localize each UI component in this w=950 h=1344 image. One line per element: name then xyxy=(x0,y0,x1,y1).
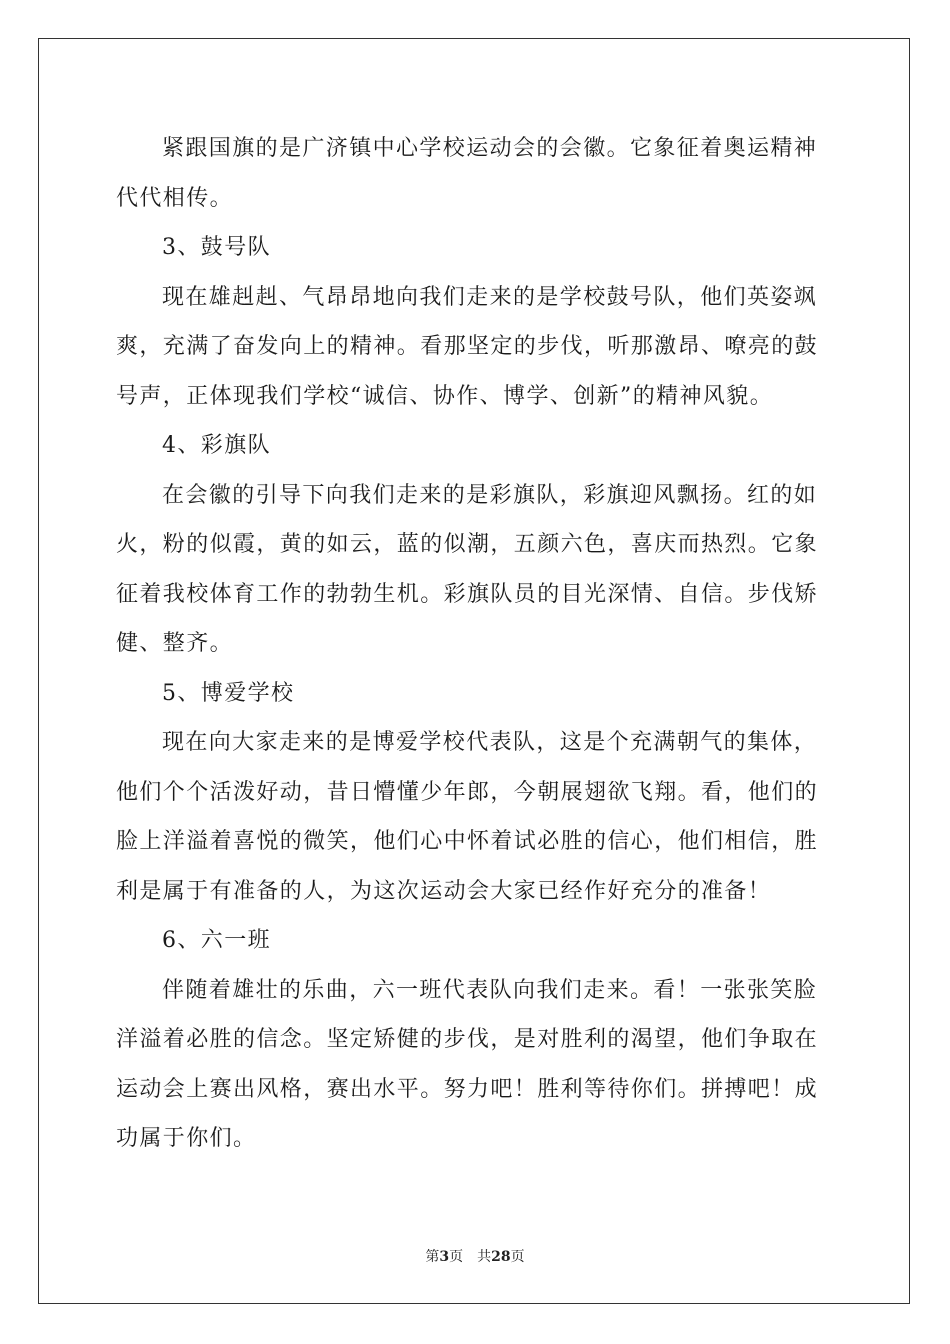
total-suffix: 页 xyxy=(510,1249,525,1265)
total-pages: 28 xyxy=(491,1249,511,1265)
page-suffix: 页 xyxy=(449,1249,464,1265)
body-text-line: 征着我校体育工作的勃勃生机。彩旗队员的目光深情、自信。步伐矫 xyxy=(116,581,819,607)
page-number: 3 xyxy=(439,1249,450,1265)
body-text-line: 现在向大家走来的是博爱学校代表队，这是个充满朝气的集体， xyxy=(162,730,818,755)
body-text-line: 号声，正体现我们学校“诚信、协作、博学、创新”的精神风貌。 xyxy=(116,383,774,409)
body-text-line: 火，粉的似霞，黄的如云，蓝的似潮，五颜六色，喜庆而热烈。它象 xyxy=(116,532,819,557)
body-text-line: 现在雄赳赳、气昂昂地向我们走来的是学校鼓号队，他们英姿飒 xyxy=(162,284,818,310)
body-text-line: 利是属于有准备的人，为这次运动会大家已经作好充分的准备！ xyxy=(116,878,772,904)
body-text-line: 代代相传。 xyxy=(116,185,234,211)
page-prefix: 第 xyxy=(425,1249,440,1265)
page-footer xyxy=(0,1246,950,1266)
body-text-line: 运动会上赛出风格，赛出水平。努力吧！胜利等待你们。拼搏吧！成 xyxy=(116,1076,819,1102)
body-text-line: 在会徽的引导下向我们走来的是彩旗队，彩旗迎风飘扬。红的如 xyxy=(162,482,818,508)
document-body xyxy=(116,124,836,1164)
body-text-line: 脸上洋溢着喜悦的微笑，他们心中怀着试必胜的信心，他们相信，胜 xyxy=(116,829,819,854)
section-heading: 4、彩旗队 xyxy=(162,433,271,458)
total-prefix: 共 xyxy=(477,1249,492,1265)
body-text-line: 他们个个活泼好动，昔日懵懂少年郎，今朝展翅欲飞翔。看，他们的 xyxy=(116,779,819,805)
body-text-line: 紧跟国旗的是广济镇中心学校运动会的会徽。它象征着奥运精神 xyxy=(162,136,818,161)
section-heading: 5、博爱学校 xyxy=(162,680,295,706)
body-text-line: 功属于你们。 xyxy=(116,1126,257,1151)
section-heading: 3、鼓号队 xyxy=(162,235,271,260)
body-text-line: 爽，充满了奋发向上的精神。看那坚定的步伐，听那激昂、嘹亮的鼓 xyxy=(116,334,819,359)
body-text-line: 洋溢着必胜的信念。坚定矫健的步伐，是对胜利的渴望，他们争取在 xyxy=(116,1027,819,1052)
section-heading: 6、六一班 xyxy=(162,928,271,953)
body-text-line: 伴随着雄壮的乐曲，六一班代表队向我们走来。看！一张张笑脸 xyxy=(162,977,818,1003)
body-text-line: 健、整齐。 xyxy=(116,631,234,656)
